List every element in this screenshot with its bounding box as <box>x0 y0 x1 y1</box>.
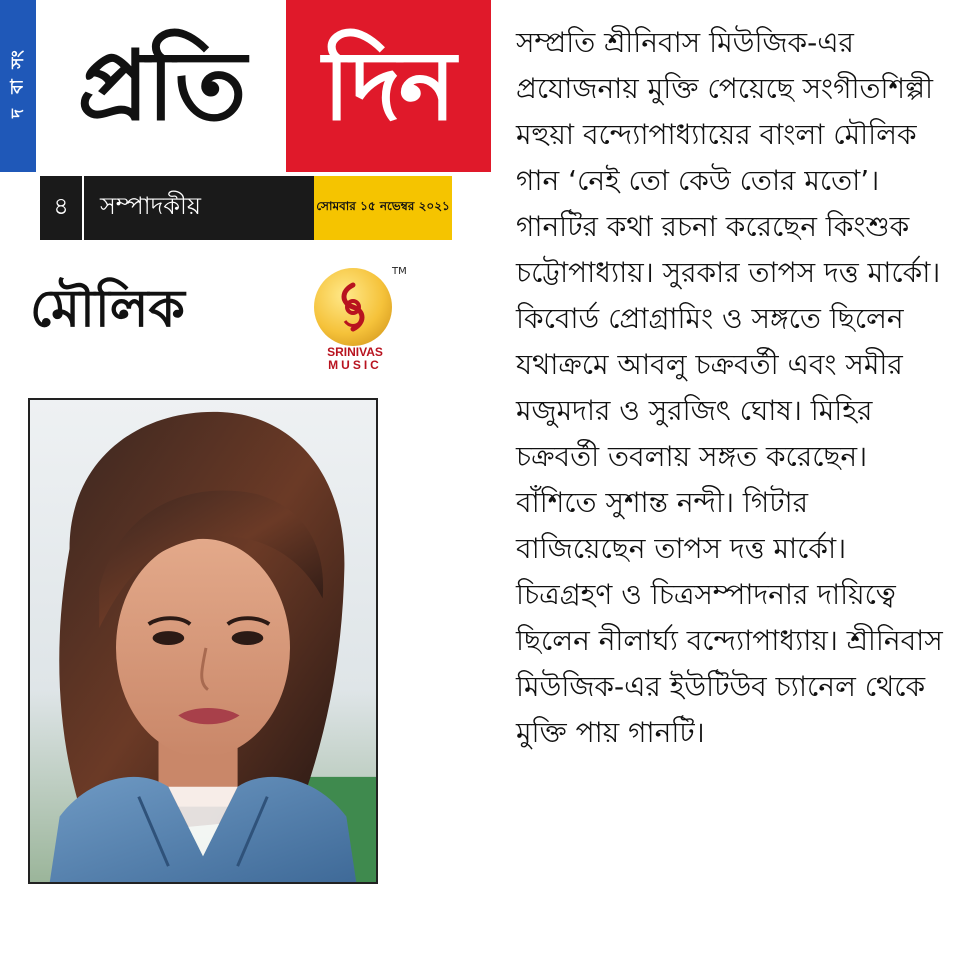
music-note-icon <box>314 268 392 346</box>
side-label-2: বা <box>7 78 28 94</box>
logo-text-left: প্রতি <box>77 30 245 142</box>
section-name: সম্পাদকীয় <box>84 176 314 240</box>
masthead-logo-left <box>36 0 286 172</box>
brand-name <box>312 346 398 371</box>
portrait-illustration <box>30 400 376 882</box>
masthead-side-strip <box>0 0 36 172</box>
trademark-mark: TM <box>392 266 407 277</box>
side-label-3: দ <box>7 108 28 118</box>
article-body <box>516 20 946 950</box>
section-bar <box>40 176 452 240</box>
brand-name-line2: MUSIC <box>328 357 382 372</box>
article-headline: মৌলিক <box>30 278 185 339</box>
page-number: ৪ <box>40 176 84 240</box>
issue-date: সোমবার ১৫ নভেম্বর ২০২১ <box>314 176 452 240</box>
brand-name-line1: SRINIVAS <box>327 345 383 359</box>
srinivas-music-logo <box>312 266 407 378</box>
side-label-1: সং <box>7 49 28 69</box>
masthead-logo-right <box>286 0 491 172</box>
logo-text-right: দিন <box>322 30 455 142</box>
artist-photo <box>28 398 378 884</box>
article-text: সম্প্রতি শ্রীনিবাস মিউজিক-এর প্রযোজনায় মুক্তি পেয়েছে সংগীতশিল্পী মহুয়া বন্দ্যোপাধ্যায়ের বাংলা মৌলিক গান ‘নেই তো কেউ তোর মতো’। গানটির কথা রচনা করেছেন কিংশুক চট্টোপাধ্যায়। সুরকার তাপস দত্ত মার্কো। কিবোর্ড প্রোগ্রামিং ও সঙ্গতে ছিলেন যথাক্রমে আবলু চক্রবর্তী এবং সমীর মজুমদার ও সুরজিৎ ঘোষ। মিহির চক্রবর্তী তবলায় সঙ্গত করেছেন। বাঁশিতে সুশান্ত নন্দী। গিটার বাজিয়েছেন তাপস দত্ত মার্কো। চিত্রগ্রহণ ও চিত্রসম্পাদনার দায়িত্বে ছিলেন নীলার্ঘ্য বন্দ্যোপাধ্যায়। শ্রীনিবাস মিউজিক-এর ইউটিউব চ্যানেল থেকে মুক্তি পায় গানটি। <box>516 26 943 749</box>
